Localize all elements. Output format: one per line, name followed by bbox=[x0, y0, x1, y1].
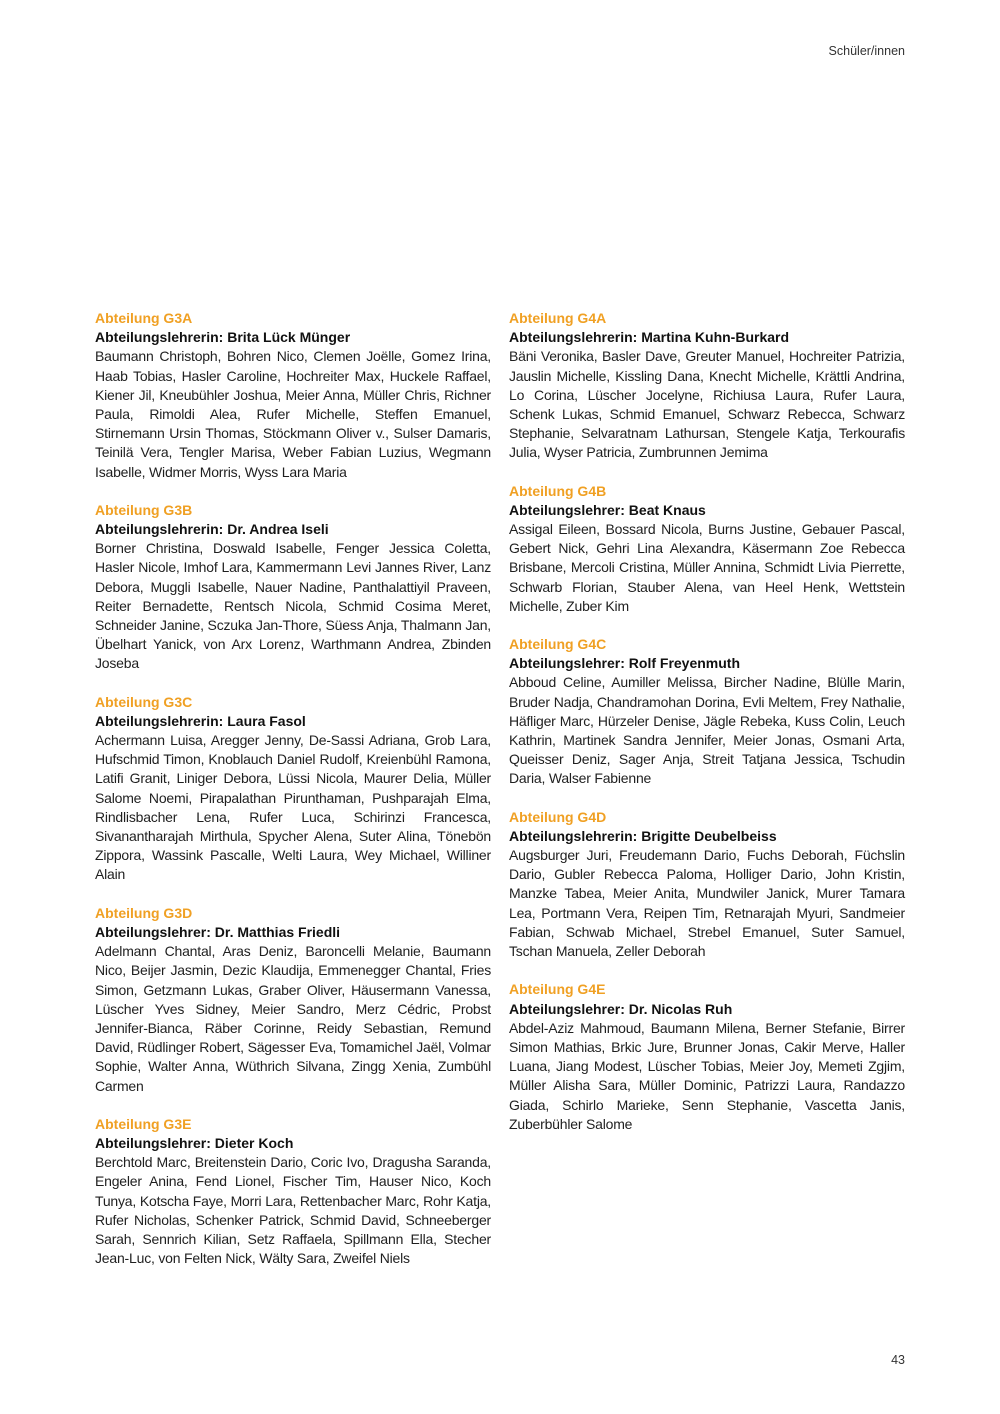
class-title: Abteilung G4B bbox=[509, 482, 607, 499]
class-section-g3d bbox=[95, 904, 491, 1096]
class-teacher: Abteilungslehrerin: Laura Fasol bbox=[95, 712, 306, 729]
student-list: Augsburger Juri, Freudemann Dario, Fuchs Deborah, Füchslin Dario, Gubler Rebecca Paloma, Holliger Dario, John Kristin, Manzke Tabea, Meier Anita, Mundwiler Janick, Murer Tamara Lea, Portmann Vera, Reipen Tim, Retnarajah Myuri, Sandmeier Fabian, Schwab Michael, Strebel Emanuel, Suter Samuel, Tschan Manuela, Zeller Deborah bbox=[509, 847, 905, 960]
student-list: Bäni Veronika, Basler Dave, Greuter Manuel, Hochreiter Patrizia, Jauslin Michelle, Kissling Dana, Knecht Michelle, Krättli Andrina, Lo Corina, Lüscher Jocelyne, Richiusa Laura, Rufer Laura, Schenk Lukas, Schmid Emanuel, Schwarz Rebecca, Schwarz Stephanie, Selvaratnam Lathursan, Stengele Katja, Terkourafis Julia, Wyser Patricia, Zumbrunnen Jemima bbox=[509, 348, 905, 461]
student-list: Abboud Celine, Aumiller Melissa, Bircher Nadine, Blülle Marin, Bruder Nadja, Chandramohan Dorina, Evli Meltem, Frey Nathalie, Häfliger Marc, Hürzeler Denise, Jägle Rebeka, Kuss Colin, Leuch Kathrin, Martinek Sandra Jennifer, Meier Jonas, Osmani Arta, Queisser Deniz, Sager Anja, Streit Tatjana Jessica, Tschudin Daria, Walser Fabienne bbox=[509, 674, 905, 787]
class-teacher: Abteilungslehrerin: Brigitte Deubelbeiss bbox=[509, 827, 777, 844]
class-title: Abteilung G3A bbox=[95, 310, 193, 326]
right-column bbox=[509, 309, 905, 1153]
class-teacher: Abteilungslehrer: Dr. Matthias Friedli bbox=[95, 923, 341, 940]
class-section-g3b bbox=[95, 501, 491, 674]
class-title: Abteilung G4A bbox=[509, 310, 607, 326]
student-list: Assigal Eileen, Bossard Nicola, Burns Justine, Gebauer Pascal, Gebert Nick, Gehri Lina Alexandra, Käsermann Zoe Rebecca Brisbane, Mercoli Cristina, Müller Annina, Schmidt Livia Pierrette, Schwarb Florian, Stauber Alena, van Heel Henk, Wettstein Michelle, Zuber Kim bbox=[509, 521, 905, 614]
class-section-g4b bbox=[509, 482, 905, 616]
student-list: Baumann Christoph, Bohren Nico, Clemen Joëlle, Gomez Irina, Haab Tobias, Hasler Caroline, Hochreiter Max, Huckele Raffael, Kiener Jil, Kneubühler Joshua, Meier Anna, Müller Chris, Richner Paula, Rimoldi Alea, Rufer Michelle, Steffen Emanuel, Stirnemann Ursin Thomas, Stöckmann Oliver v., Sulser Damaris, Teinilä Vera, Tengler Marisa, Weber Fabian Luzius, Wegmann Isabelle, Widmer Morris, Wyss Lara Maria bbox=[95, 348, 491, 480]
student-list: Adelmann Chantal, Aras Deniz, Baroncelli Melanie, Baumann Nico, Beijer Jasmin, Dezic Klaudija, Emmenegger Chantal, Fries Simon, Getzmann Lukas, Graber Oliver, Häusermann Vanessa, Lüscher Yves Sidney, Meier Sandro, Merz Cédric, Probst Jennifer-Bianca, Räber Corinne, Reidy Sebastian, Remund David, Rüdlinger Robert, Sägesser Eva, Tomamichel Jaël, Volmar Sophie, Walter Anna, Wüthrich Silvana, Zingg Xenia, Zumbühl Carmen bbox=[95, 943, 491, 1094]
class-teacher: Abteilungslehrerin: Martina Kuhn-Burkard bbox=[509, 329, 790, 346]
class-section-g3a bbox=[95, 309, 491, 482]
student-list: Borner Christina, Doswald Isabelle, Fenger Jessica Coletta, Hasler Nicole, Imhof Lara, Kammermann Levi Jannes River, Lanz Debora, Muggli Isabelle, Nauer Nadine, Panthalattiyil Praveen, Reiter Bernadette, Rentsch Nicola, Schmid Cosima Meret, Schneider Janine, Sczuka Jan-Thore, Süess Anja, Thalmann Jan, Übelhart Yanick, von Arx Lorenz, Warthmann Andrea, Zbinden Joseba bbox=[95, 540, 491, 672]
student-list: Berchtold Marc, Breitenstein Dario, Coric Ivo, Dragusha Saranda, Engeler Anina, Fend Lionel, Fischer Tim, Hauser Nico, Koch Tunya, Kotscha Faye, Morri Lara, Rettenbacher Marc, Rohr Katja, Rufer Nicholas, Schenker Patrick, Schmid David, Schneeberger Sarah, Sennrich Kilian, Setz Raffaela, Spillmann Ella, Stecher Jean-Luc, von Felten Nick, Wälty Sara, Zweifel Niels bbox=[95, 1154, 491, 1267]
class-title: Abteilung G4E bbox=[509, 981, 606, 998]
class-teacher: Abteilungslehrerin: Dr. Andrea Iseli bbox=[95, 521, 329, 538]
class-teacher: Abteilungslehrer: Beat Knaus bbox=[509, 501, 706, 518]
class-section-g3c bbox=[95, 693, 491, 885]
class-teacher: Abteilungslehrer: Dr. Nicolas Ruh bbox=[509, 1000, 733, 1017]
class-title: Abteilung G3C bbox=[95, 693, 193, 710]
class-title: Abteilung G3E bbox=[95, 1115, 192, 1132]
student-list: Achermann Luisa, Aregger Jenny, De-Sassi Adriana, Grob Lara, Hufschmid Timon, Knoblauch Daniel Rudolf, Kreienbühl Ramona, Latifi Granit, Liniger Debora, Lüssi Nicola, Maurer Delia, Müller Salome Noemi, Pirapalathan Pirunthaman, Pushparajah Elma, Rindlisbacher Lena, Rufer Luca, Schirinzi Francesca, Sivanantharajah Mirthula, Spycher Alena, Suter Alina, Tönebön Zippora, Wassink Pascalle, Welti Laura, Wey Michael, Williner Alain bbox=[95, 732, 491, 883]
class-title: Abteilung G3D bbox=[95, 904, 193, 921]
class-title: Abteilung G3B bbox=[95, 501, 193, 518]
class-section-g3e bbox=[95, 1115, 491, 1269]
class-section-g4e bbox=[509, 980, 905, 1134]
left-column bbox=[95, 309, 491, 1287]
class-teacher: Abteilungslehrer: Dieter Koch bbox=[95, 1134, 294, 1151]
class-teacher: Abteilungslehrerin: Brita Lück Münger bbox=[95, 329, 351, 346]
class-section-g4c bbox=[509, 635, 905, 789]
class-teacher: Abteilungslehrer: Rolf Freyenmuth bbox=[509, 655, 741, 672]
class-section-g4a bbox=[509, 309, 905, 463]
class-title: Abteilung G4D bbox=[509, 808, 607, 825]
section-header-label: Schüler/innen bbox=[828, 44, 905, 58]
class-section-g4d bbox=[509, 808, 905, 962]
student-list: Abdel-Aziz Mahmoud, Baumann Milena, Berner Stefanie, Birrer Simon Mathias, Brkic Jure, Brunner Jonas, Cakir Merve, Haller Luana, Jiang Modest, Lüscher Tobias, Meier Joy, Memeti Zgjim, Müller Alisha Sara, Müller Dominic, Patrizzi Laura, Randazzo Giada, Schirlo Marieke, Senn Stephanie, Vascetta Janis, Zuberbühler Salome bbox=[509, 1019, 905, 1132]
page-number: 43 bbox=[891, 1353, 905, 1367]
class-title: Abteilung G4C bbox=[509, 636, 607, 653]
